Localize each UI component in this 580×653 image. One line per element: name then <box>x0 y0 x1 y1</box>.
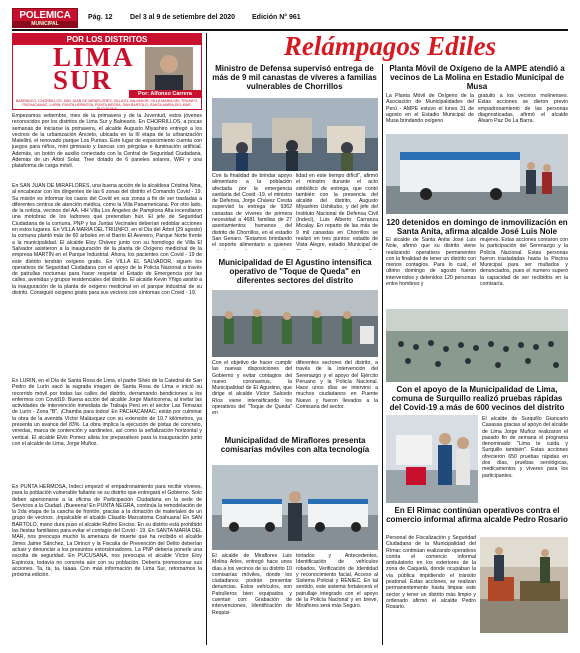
story2-body-a: La Planta Móvil de Oxígeno de la Asociación de Municipalidades del Perú - AMPE estuvo el lunes 31 de agosto en el Estadio Municipal de Musa brindando oxígeno <box>386 93 474 125</box>
section-title: Relámpagos Ediles <box>283 31 497 61</box>
logo-main: POLEMICA <box>19 10 71 21</box>
story7-photo <box>480 537 568 633</box>
story1-headline: Ministro de Defensa supervisó entrega de más de 9 mil canastas de víveres a familias vulnerables de Chorrillos <box>212 64 377 91</box>
page-number: Pág. 12 <box>88 14 113 21</box>
story3-body-a: El alcalde de Santa Anita José Luis Nole, afirmó que su distrito viene realizando operativos permanentes con la finalidad de tener un distrito con menos contagios. Para lo cual, el último domingo de agosto fueron intervenidos y detenidos 120 personas entre hombres y <box>386 237 476 288</box>
story4-body-a: Con el objetivo de hacer cumplir las nuevas disposiciones del Gobierno y evitar contagios del nuevo coronavirus, la Municipalidad de El Agustino, que dirige el alcalde Víctor Salcedo Ríos viene intensificando los operativos del "Toque de Queda" en <box>212 360 292 417</box>
story6-photo <box>212 465 378 550</box>
story4-headline: Municipalidad de El Agustino intensifica operativo de "Toque de Queda" en diferentes sectores del distrito <box>218 258 372 285</box>
column-name-top: LIMA <box>53 42 135 72</box>
story1-photo <box>212 98 378 171</box>
story3-photo <box>386 309 568 382</box>
story2-headline: Planta Móvil de Oxígeno de la AMPE atendió a vecinos de La Molina en Estadio Municipal de Musa <box>389 64 565 91</box>
column-author: Por: Alfonso Carrera <box>129 90 201 98</box>
story2-photo <box>386 134 568 214</box>
story5-photo <box>386 415 478 503</box>
story7-headline: En El Rimac continúan operativos contra el comercio informal afirma alcalde Pedro Rosario <box>386 506 568 524</box>
story2-body-b: gratuito a los vecinos molinenses. Estas acciones se dieron previo empadronamiento de las personas diagnosticadas, afirmó el alcalde Álvaro Paz De La Barra. <box>478 93 568 125</box>
column-kicker: POR LOS DISTRITOS <box>13 34 201 45</box>
story7-body: Personal de Fiscalización y Seguridad Ciudadana de la Municipalidad del Rímac continúan realizando operativos contra el comercio informal ambulatorio en los exteriores de la zona de Caquetá, donde ocupaban la vía pública impidiendo el tránsito peatonal. Estas acciones, se realizan permanentemente hasta limpiar este sector y tener un distrito más limpio y ordenado afirmó el alcalde Pedro Rosario. <box>386 535 476 611</box>
story6-body-a: El alcalde de Miraflores Luis Molina Arles, entregó hace unos días a los vecinos de su distrito 10 comisarías móviles, donde los ciudadanos podrán presentar denuncias. Estos vehículos, son Patrulleros bien equipados y cuentan con: Grabación de intervenciones, Identificación de Requisi- <box>212 553 292 616</box>
story5-headline: Con el apoyo de la Municipalidad de Lima, comuna de Surquillo realizó pruebas rápidas del Covid-19 a más de 600 vecinos del distrito <box>389 385 565 412</box>
column-name-bottom: SUR <box>53 65 114 95</box>
mid-divider <box>382 64 383 645</box>
issue-dates: Del 3 al 9 de setiembre del 2020 <box>130 14 236 21</box>
story3-headline: 120 detenidos en domingo de inmovilización en Santa Anita, afirma alcalde José Luis Nole <box>386 218 568 236</box>
story1-body-b: lidad en este tiempo difícil", afirmó el ministro durante el acto simbólico de entrega, que contó también con la presencia del alcalde del distrito, Augusto Miyashiro Ushikubo, y del jefe del Instituto Nacional de Defensa Civil (Indeci), Luis Alberto Carranza Micalay. En reparto de las más de 9 mil canastas en Chorrillos se realizó en tres puntos: estadio de Vista Alegre, estadio Municipal de <box>296 173 378 249</box>
column-paragraph-2: En SAN JUAN DE MIRAFLORES, una buena acción de la alcaldesa Cristina Nina, al encabezar con los dirigentes de las 6 zonas del distrito el Comando Covid - 19. Su misión es informar los casos del Covid en sus zonas a fin de ser trasladas a diferentes centros de atención médica, como la Villa Panamericana. Por otro lado, de la noticia, vecinos del AA. HH Villa Los Ángeles de Pamplona Alta incendiaron una motobrac de los ladrones que pretendían huir. El jefe de Seguridad Ciudadana de la comuna, PNP y las Juntas Vecinales deberían redoblar acciones en estos lugares. En VILLA MARIA DEL TRIUNFO, en el Día del Árbol (29 agosto) la comuna plantó más de 60 árboles en el Barrio El Avenero, Parque Norte frente a la municipalidad. El alcalde Eloy Chávez junto con su homólogo de Villa El Salvador asistieron a la inauguración de la planta de Oxígeno medicinal de la empresa MARTÍN en el Parque Industrial. Ahora, los pacientes con Covid - 19 de este distrito tendrán oxígeno gratis. En VILLA EL SALVADOR, siguen los operativos de Seguridad Ciudadana con el apoyo de la Policía Nacional a través de patrullas nocturnas para hacer respetar el Estado de Emergencia por las calles, avenidas y grupos residenciales del distrito. El alcalde Kevin Yñigo asistió a la inauguración de la planta de oxígeno medicinal en el parque industrial de su distrito. Consiguió oxígeno gratis para sus vecinos con síntomas con Covid - 19. <box>12 183 202 297</box>
column-divider <box>206 33 207 645</box>
story3-body-b: mujeres. Estas acciones contaron con la participación del Serenazgo y la Policía Nacional. Estas personas fueron trasladadas hasta la Piscina Municipal para ser multados y denunciados, pues el numero superó la capacidad de ser recibidos en la comisaría. <box>480 237 568 288</box>
edition-number: Edición N° 961 <box>252 14 301 21</box>
masthead-logo <box>12 8 78 28</box>
columnist-photo <box>145 47 193 91</box>
story1-body-a: Con la finalidad de brindar apoyo alimentario a la población afectada por la emergencia sanitaria del Covid -19, el ministro de Defensa, Jorge Chávez Cresta supervisó la entrega de 9362 canastas de víveres de primera necesidad a 4681 familias de 27 asentamientos humanos del distrito de Chorrillos, en el estadio San Genaro. "Estamos brindando el soporte alimentario a quienes <box>212 173 292 249</box>
story4-body-b: diferentes sectores del distrito, a través de la intervención del Serenazgo y el apoyo del Ejército Peruano y la Policía Nacional. Hace unos días se intervino a muchos ciudadanos en Puente Nuevo y fueron llevados a la Comisaría del sector. <box>296 360 378 411</box>
story6-headline: Municipalidad de Miraflores presenta comisarías móviles con alta tecnología <box>220 436 370 454</box>
story5-body: El alcalde de Surquillo Giancarlo Casassa gracias al apoyo del alcalde de Lima Jorge Muñoz realizaron el pasado fin de semana el programa denominado "Lima te cuida y Surquillo también". Estas acciones ofrecieron 650 pruebas rápidas en dos días, pruebas serológicas, medicamentos y víveres para los participantes. <box>482 416 568 479</box>
column-paragraph-1: Empezamos setiembre, mes de la primavera y de la Juventud, estos jóvenes reconocidos por los distritos de Lima Sur y Balneario. En CHORRILLOS, a pocas semanas de iniciarse la primavera, el alcalde Augusto Miyashiro entregó a los vecinos de la urbanización Ancieto, ubicada en la III etapa de la urbanización Matellini, el renovado parque Los Pumas. Este lugar de esparcimiento cuenta con juegos para niños, mini gimnasio y bancas con pérgolas e iluminación artificial. Además, un botón de auxilio conectado con la Central de Seguridad Ciudadana. Además de un Árbol Solar. Tree dotado de 6 paneles solares, WiFi y una plataforma de carga móvil. <box>12 113 202 170</box>
column-banner <box>12 33 202 110</box>
story6-body-b: toriados y Antecedentes, Identificación de vehículos robados, Verificación de Identidad y reconocimiento facial, Acceso al Sistema Policial y RENIEC. En tal sentido, este sistema fortalecerá el patrullaje integrado con el apoyo de la Policía Nacional y en breve, Miraflores será más Seguro. <box>296 553 378 610</box>
column-paragraph-4: En PUNTA HERMOSA, Indeci empezó el empadronamiento para recibir víveres, para la población vulnerable faltante se su distrito que entregará el Gobierno. Solo deben apersonarse a la oficina de Participación Ciudadana en la sede de Servicios a la Ciudad. ¡Bueeena! En PUNTA NEGRA, continúa la remodelación de la 2da etapa de la cancha de frontón, gracias a la donación de materiales de un grupo de vecinos. ¡Inpalcable el alcalde Claudio Marcatoma Coahuana! En SAN BARTOLO, mano dura puso el alcalde Rufino Enciso. En su distrito está prohibido las fiestas familiares para evitar el contagio del Covid - 19. En SANTA MARÍA DEL MAR, nos preocupa mucho la amenaza de muerte que ha recibido el alcalde Jimes Jaime Sánchez, La Dirincri y la Fiscalía de Prevención del Delito deberían actuar y denunciar a los presuntos extorsionadores. La PNP debería ponerle una escolta de seguridad. En PUCUSANA, nos preocupa el alcalde Víctor Eloy Espinoza, todavía no concreta aún con su población. Debería promocionar sus acciones. Ta, ta, ta, taaaa. Con más información de Lima Sur, retornamos la próxima edición. <box>12 484 202 579</box>
column-paragraph-3: En LURÍN, en el Día de Santa Rosa de Lima, el padre Silvio de la Catedral de San Pedro de Lurín sacó la sagrada imagen de Santa Rosa de Lima e inició su recorrido móvil por todas las calles del distrito, derramando bendiciones a los enfermos con Covid19. Buena acción del alcalde Jorge Marticorena, al invitar las actividades de intervención inmediata de Trabaja Perú en el sector Las Terrazas de Lurín - Zona "B". ¡Chamba para todos! En PACHACAMAC, están por culminar la obra de la avenida Víctor Malásquez con su extensión de 10.7 kilómetros, ya presenta un avance del 83%. La obra implica la ejecución de pistas de concreto, veredas, marca de contención y sardineles, así como la señalización horizontal y vertical. El alcalde Elvis Pomez alista los preparativos para la inauguración junto con el alcalde de Lima, Jorge Muñoz. <box>12 378 202 447</box>
logo-sub: MUNICIPAL <box>13 21 77 27</box>
story4-photo <box>212 290 378 357</box>
column-districts: BARRANCO, CHORRILLOS, SAN JUAN DE MIRAFLORES, VILLA EL SALVADOR, VILLA MARIA DEL TRIUNFO, PACHACAMAC, LURIN, PUNTA HERMOSA, PUNTA NEGRA, SAN BARTOLO, SANTA MARIA DEL MAR, PUCUSANA <box>15 99 199 111</box>
